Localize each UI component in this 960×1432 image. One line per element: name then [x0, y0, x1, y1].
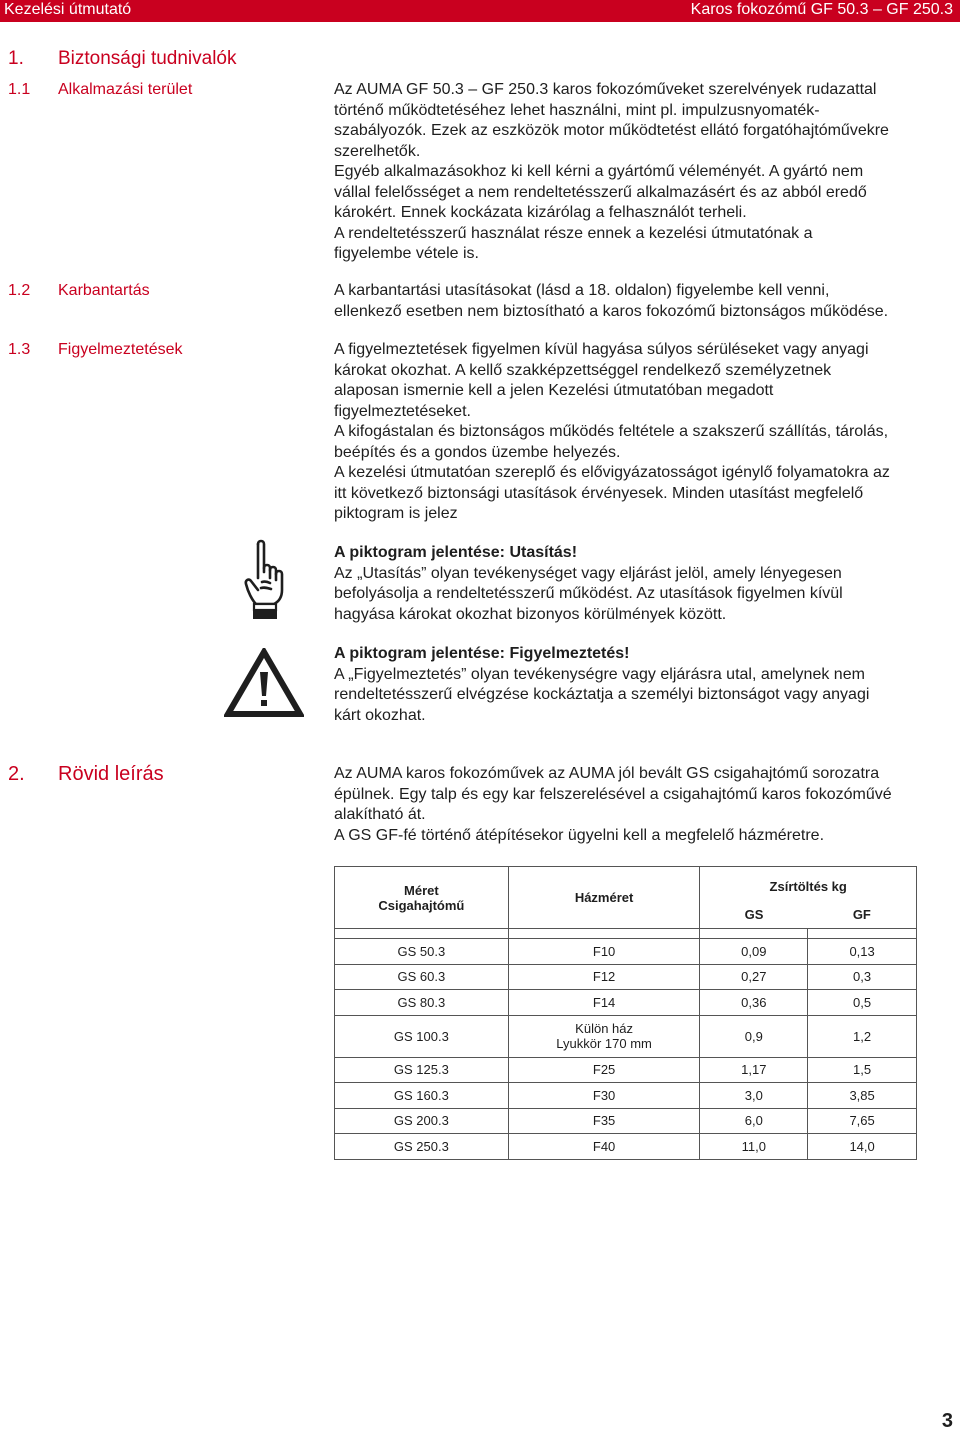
text-line: vállal felelősséget a nem rendeltetésszerű alkalmazásért és az abból eredő: [334, 183, 867, 201]
table-row: GS 50.3 F10 0,09 0,13: [335, 939, 917, 965]
text-line: befolyásolja a rendeltetésszerű működést. Az utasítások figyelmen kívül: [334, 585, 843, 602]
text-line: alakítható át.: [334, 806, 426, 823]
section-1-heading: [8, 47, 237, 71]
warning-block: [334, 644, 956, 726]
instruction-block: [334, 543, 956, 625]
text-line: figyelmeztetéseket.: [334, 402, 471, 420]
text-line: Az AUMA GF 50.3 – GF 250.3 karos fokozóműveket szerelvények rudazattal: [334, 81, 877, 98]
text-line: figyelembe vétele is.: [334, 245, 479, 262]
text-line: kárt okozhat.: [334, 706, 426, 724]
page-header: [0, 0, 960, 22]
subsection-1-2-label: [8, 281, 150, 301]
table-row: GS 125.3 F25 1,17 1,5: [335, 1057, 917, 1083]
subsection-1-3-number: 1.3: [8, 341, 31, 358]
instruction-title: A piktogram jelentése: Utasítás!: [334, 544, 578, 561]
text-line: rendeltetésszerű elvégzése kockáztatja a személyi biztonságot vagy anyagi: [334, 686, 870, 703]
text-line: beépítés és a gondos üzembe helyezés.: [334, 443, 621, 461]
text-line: szerelhetők.: [334, 142, 421, 160]
section-1-number: 1.: [8, 48, 24, 69]
text-line: alaposan ismernie kell a jelen Kezelési útmutatóban megadott: [334, 382, 774, 399]
text-line: történő működtetéséhez lehet használni, mint pl. impulzusnyomaték-: [334, 101, 820, 119]
col-size-header: Méret Csigahajtómű: [335, 867, 509, 929]
col-gf-header: GF: [808, 901, 917, 929]
table-row: GS 60.3 F12 0,27 0,3: [335, 964, 917, 990]
subsection-1-3-text: [334, 340, 956, 525]
table-header-row: [335, 867, 917, 901]
subsection-1-3-title: Figyelmeztetések: [58, 341, 183, 358]
text-line: A karbantartási utasításokat (lásd a 18. oldalon) figyelembe kell venni,: [334, 282, 830, 299]
subsection-1-1-label: [8, 80, 192, 100]
subsection-1-2-text: [334, 281, 956, 322]
section-2-text: [334, 764, 956, 846]
text-line: A kezelési útmutatóan szereplő és elővigyázatosságot igénylő folyamatokra az: [334, 464, 890, 481]
section-2-heading: [8, 761, 164, 787]
page-number: 3: [941, 1410, 953, 1432]
warning-title: A piktogram jelentése: Figyelmeztetés!: [334, 645, 630, 662]
text-line: A „Figyelmeztetés” olyan tevékenységre vagy eljárásra utal, amelynek nem: [334, 665, 865, 683]
subsection-1-2-title: Karbantartás: [58, 282, 150, 299]
text-line: Az AUMA karos fokozóművek az AUMA jól bevált GS csigahajtómű sorozatra: [334, 765, 880, 782]
text-line: épülnek. Egy talp és egy kar felszerelésével a csigahajtómű karos fokozóművé: [334, 785, 892, 803]
text-line: szabályozók. Ezek az eszközök motor működtetést ellátó forgatóhajtóművekre: [334, 122, 889, 139]
table-row: GS 250.3 F40 11,0 14,0: [335, 1134, 917, 1160]
warning-triangle-icon: [224, 648, 304, 718]
header-left-title: Kezelési útmutató: [4, 1, 132, 18]
text-line: károkért. Ennek kockázata kizárólag a felhasználót terheli.: [334, 204, 747, 221]
text-line: A rendeltetésszerű használat része ennek a kezelési útmutatónak a: [334, 224, 813, 242]
text-line: Az „Utasítás” olyan tevékenységet vagy eljárást jelöl, amely lényegesen: [334, 564, 842, 582]
col-housing-header: Házméret: [508, 867, 700, 929]
grease-table: [334, 866, 917, 1160]
table-row: GS 100.3 Külön ház Lyukkör 170 mm 0,9 1,2: [335, 1015, 917, 1057]
table-row: GS 200.3 F35 6,0 7,65: [335, 1108, 917, 1134]
text-line: itt következő biztonsági utasítások érvényesek. Minden utasítást megfelelő: [334, 484, 864, 502]
text-line: piktogram is jelez: [334, 505, 458, 522]
subsection-1-1-number: 1.1: [8, 81, 31, 98]
section-2-number: 2.: [8, 763, 25, 785]
table-row: GS 80.3 F14 0,36 0,5: [335, 990, 917, 1016]
subsection-1-1-title: Alkalmazási terület: [58, 81, 193, 98]
subsection-1-2-number: 1.2: [8, 282, 31, 299]
subsection-1-1-text: [334, 80, 956, 265]
text-line: ellenkező esetben nem biztosítható a karos fokozómű biztonságos működése.: [334, 302, 889, 320]
pointing-hand-icon: [240, 538, 288, 620]
subsection-1-3-label: [8, 340, 183, 360]
text-line: A GS GF-fé történő átépítésekor ügyelni kell a megfelelő házméretre.: [334, 826, 825, 844]
section-1-title: Biztonsági tudnivalók: [58, 48, 237, 69]
text-line: károkat okozhat. A kellő szakképzettséggel rendelkező személyzetnek: [334, 361, 832, 379]
text-line: Egyéb alkalmazásokhoz ki kell kérni a gyártómű véleményét. A gyártó nem: [334, 163, 864, 180]
grease-group-header: Zsírtöltés kg: [700, 867, 917, 901]
text-line: A figyelmeztetések figyelmen kívül hagyása súlyos sérüléseket vagy anyagi: [334, 341, 869, 358]
table-row: GS 160.3 F30 3,0 3,85: [335, 1083, 917, 1109]
header-right-title: Karos fokozómű GF 50.3 – GF 250.3: [690, 1, 953, 18]
section-2-title: Rövid leírás: [58, 763, 164, 785]
text-line: hagyása károkat okozhat bizonyos körülmények között.: [334, 605, 727, 623]
col-gs-header: GS: [700, 901, 808, 929]
text-line: A kifogástalan és biztonságos működés feltétele a szakszerű szállítás, tárolás,: [334, 423, 889, 440]
